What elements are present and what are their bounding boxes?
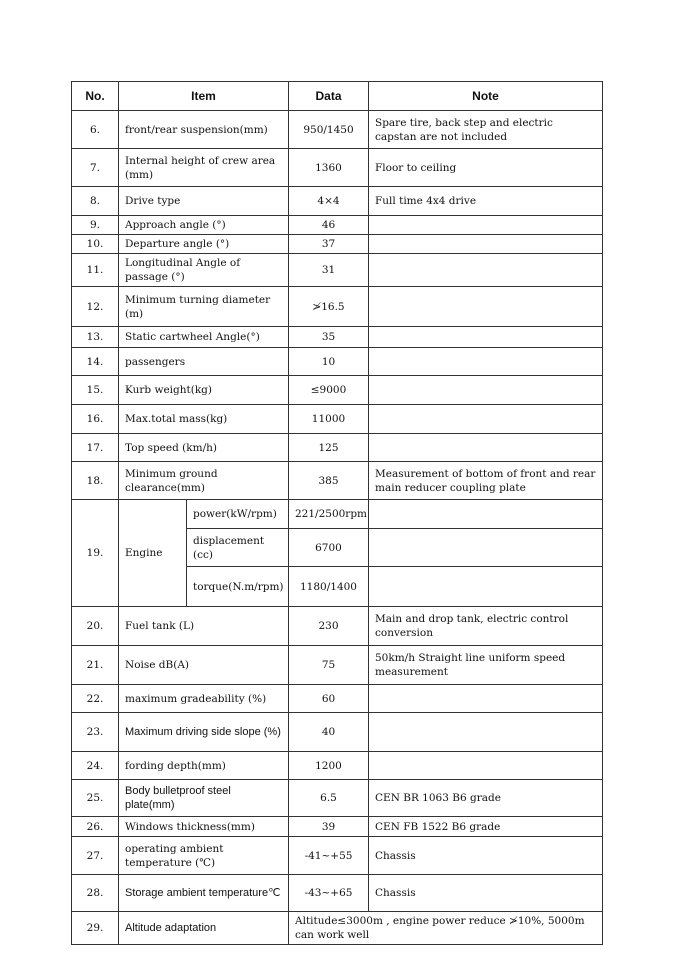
row-no: 8. [72,187,119,216]
row-no: 24. [72,752,119,780]
table-row [72,287,603,327]
engine-sub-data: 221/2500rpm [289,500,369,529]
row-note: Main and drop tank, electric control conversion [369,607,603,646]
row-note [369,752,603,780]
table-row-altitude [72,912,603,945]
engine-sub-data: 6700 [289,529,369,567]
row-data: 1200 [289,752,369,780]
row-data: 39 [289,817,369,837]
row-item: maximum gradeability (%) [119,685,289,713]
table-row [72,254,603,287]
table-row [72,434,603,462]
engine-sub-note [369,500,603,529]
row-item: passengers [119,348,289,376]
row-no: 14. [72,348,119,376]
row-note [369,348,603,376]
row-data: 35 [289,327,369,348]
row-no: 27. [72,837,119,875]
table-row [72,216,603,235]
row-item: Departure angle (°) [119,235,289,254]
row-note [369,235,603,254]
row-item: Top speed (km/h) [119,434,289,462]
table-row [72,149,603,187]
row-no: 9. [72,216,119,235]
row-no: 17. [72,434,119,462]
row-item: Kurb weight(kg) [119,376,289,405]
engine-sub-data: 1180/1400 [289,567,369,607]
row-data: 37 [289,235,369,254]
engine-row-power [72,500,603,529]
row-data: 40 [289,713,369,752]
row-no: 26. [72,817,119,837]
table-row [72,685,603,713]
engine-sub-note [369,567,603,607]
table-row [72,376,603,405]
table-row [72,235,603,254]
altitude-data-note: Altitude≤3000m , engine power reduce ≯10%, 5000m can work well [289,912,603,945]
row-note [369,434,603,462]
header-data: Data [289,82,369,111]
row-item: Internal height of crew area (mm) [119,149,289,187]
engine-sub-label: displacement (cc) [187,529,289,567]
row-data: 60 [289,685,369,713]
row-note: CEN FB 1522 B6 grade [369,817,603,837]
row-data: 125 [289,434,369,462]
row-no: 18. [72,462,119,500]
row-note: Chassis [369,837,603,875]
row-note: Floor to ceiling [369,149,603,187]
row-note: CEN BR 1063 B6 grade [369,780,603,817]
row-no: 13. [72,327,119,348]
row-item: Max.total mass(kg) [119,405,289,434]
row-no: 23. [72,713,119,752]
row-data: 11000 [289,405,369,434]
header-no: No. [72,82,119,111]
table-row [72,405,603,434]
row-item: Maximum driving side slope (%) [119,713,289,752]
row-item: Drive type [119,187,289,216]
row-no: 15. [72,376,119,405]
row-note [369,254,603,287]
engine-sub-label: torque(N.m/rpm) [187,567,289,607]
row-item: fording depth(mm) [119,752,289,780]
row-note [369,376,603,405]
row-no: 16. [72,405,119,434]
table-row [72,713,603,752]
row-data: 1360 [289,149,369,187]
engine-sub-note [369,529,603,567]
row-no: 25. [72,780,119,817]
header-row [72,82,603,111]
row-item: Longitudinal Angle of passage (°) [119,254,289,287]
row-data: 230 [289,607,369,646]
row-no: 12. [72,287,119,327]
row-item: Fuel tank (L) [119,607,289,646]
header-note: Note [369,82,603,111]
row-note [369,216,603,235]
row-note: 50km/h Straight line uniform speed measurement [369,646,603,685]
table-row [72,837,603,875]
row-data: 75 [289,646,369,685]
row-note: Spare tire, back step and electric capstan are not included [369,111,603,149]
row-data: ≯16.5 [289,287,369,327]
row-note [369,287,603,327]
row-note [369,685,603,713]
row-item: Approach angle (°) [119,216,289,235]
row-item: Altitude adaptation [119,912,289,945]
table-row [72,187,603,216]
row-no: 21. [72,646,119,685]
header-item: Item [119,82,289,111]
row-data: 385 [289,462,369,500]
row-data: 46 [289,216,369,235]
row-no: 29. [72,912,119,945]
row-note: Chassis [369,875,603,912]
row-no: 20. [72,607,119,646]
spec-table [71,81,603,945]
row-data: ≤9000 [289,376,369,405]
row-note [369,713,603,752]
row-item: operating ambient temperature (℃) [119,837,289,875]
table-row [72,327,603,348]
engine-item: Engine [119,500,187,607]
row-data: 6.5 [289,780,369,817]
row-no: 11. [72,254,119,287]
table-row [72,111,603,149]
table-row [72,875,603,912]
row-data: 950/1450 [289,111,369,149]
table-row [72,462,603,500]
row-note [369,327,603,348]
row-note [369,405,603,434]
row-no: 7. [72,149,119,187]
row-item: Body bulletproof steel plate(mm) [119,780,289,817]
table-row [72,646,603,685]
row-item: Minimum turning diameter (m) [119,287,289,327]
row-no: 22. [72,685,119,713]
row-data: -41~+55 [289,837,369,875]
row-no: 28. [72,875,119,912]
row-item: Noise dB(A) [119,646,289,685]
engine-sub-label: power(kW/rpm) [187,500,289,529]
row-item: Static cartwheel Angle(°) [119,327,289,348]
engine-no: 19. [72,500,119,607]
row-no: 6. [72,111,119,149]
row-item: Storage ambient temperature℃ [119,875,289,912]
row-data: 10 [289,348,369,376]
row-data: 4×4 [289,187,369,216]
table-row [72,348,603,376]
row-item: front/rear suspension(mm) [119,111,289,149]
row-data: -43~+65 [289,875,369,912]
table-row [72,607,603,646]
row-note: Full time 4x4 drive [369,187,603,216]
row-data: 31 [289,254,369,287]
table-row [72,817,603,837]
row-item: Minimum ground clearance(mm) [119,462,289,500]
row-note: Measurement of bottom of front and rear main reducer coupling plate [369,462,603,500]
row-no: 10. [72,235,119,254]
row-item: Windows thickness(mm) [119,817,289,837]
table-row [72,752,603,780]
table-row [72,780,603,817]
